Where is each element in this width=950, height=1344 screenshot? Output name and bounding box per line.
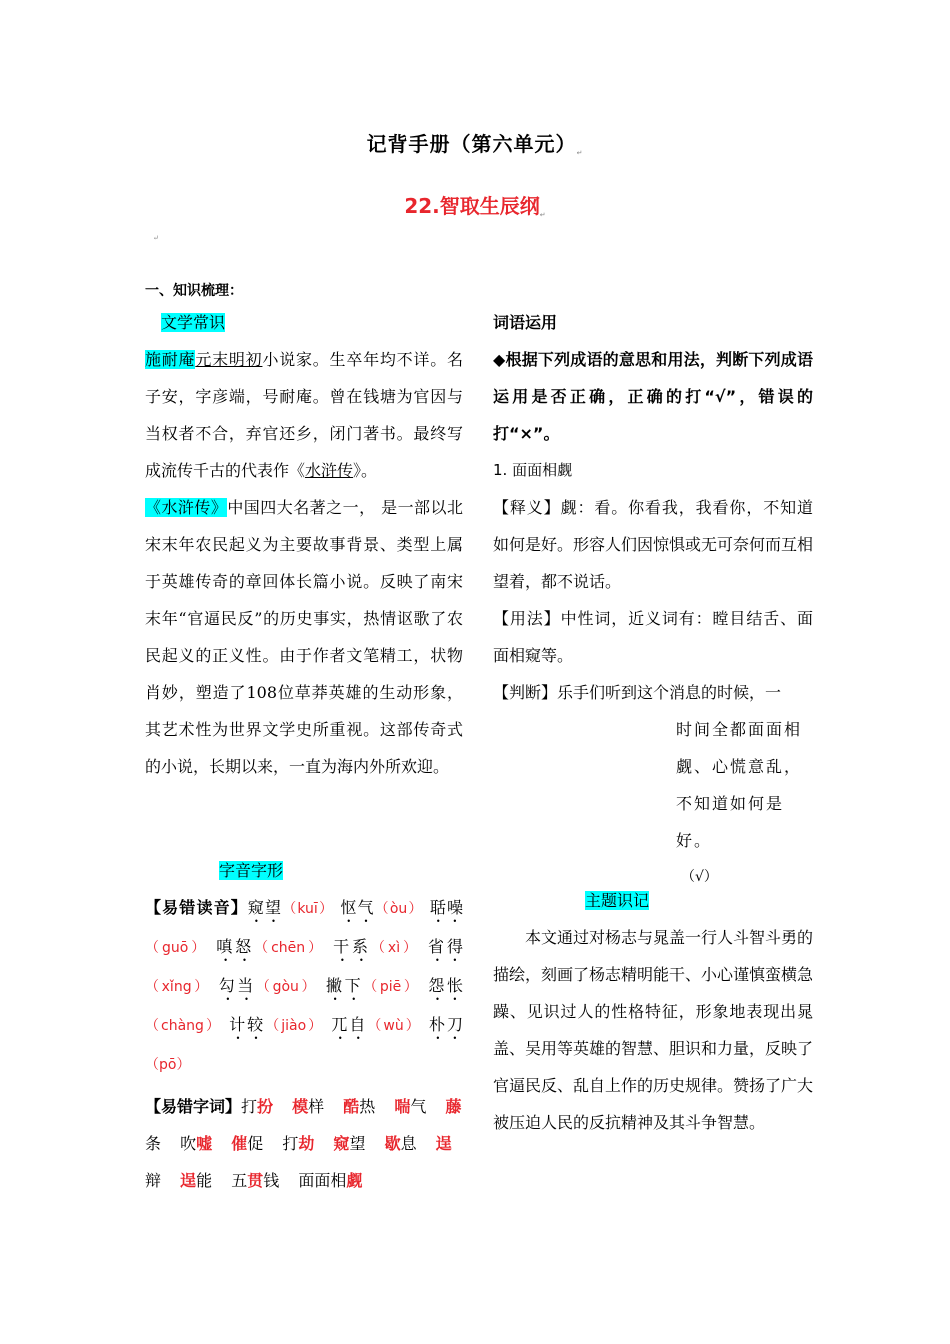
idiom-meaning: 【释义】觑：看。你看我，我看你，不知道如何是好。形容人们因惊惧或无可奈何而互相望着，都不说话。	[493, 498, 814, 591]
reading-word: 计较	[229, 1015, 266, 1034]
vocab-instruction: ◆根据下列成语的意思和用法，判断下列成语运用是否正确，正确的打“√”，错误的打“×”。	[493, 350, 813, 443]
reading-item	[333, 937, 428, 956]
writing-word: 喘气	[394, 1097, 427, 1116]
pronunciation-label: 字音字形	[219, 861, 284, 880]
idiom-title: 1. 面面相觑	[493, 461, 573, 479]
pinyin: （piē）	[363, 979, 421, 995]
reading-item	[340, 898, 429, 917]
reading-word: 勾当	[218, 976, 256, 995]
reading-word: 窥望	[247, 898, 283, 917]
reading-item	[248, 898, 340, 917]
reading-item	[229, 1015, 331, 1034]
writing-word: 藤条	[145, 1097, 462, 1153]
judge-answer: （√）	[681, 869, 718, 885]
vocab-heading: 词语运用	[493, 313, 558, 332]
pronunciation-block	[145, 852, 463, 1199]
writing-word: 模样	[292, 1097, 325, 1116]
writing-word: 打扮	[241, 1097, 274, 1116]
writing-word: 窥望	[333, 1134, 366, 1153]
writing-word: 逞能	[180, 1171, 213, 1190]
theme-label: 主题识记	[585, 891, 650, 910]
book-title: 水浒传	[305, 461, 354, 480]
writing-word: 逞辩	[145, 1134, 452, 1190]
reading-item	[331, 1015, 429, 1034]
vocab-block	[493, 304, 813, 896]
reading-word: 撇下	[325, 976, 364, 995]
reading-word: 省得	[428, 937, 463, 956]
writing-word: 催促	[231, 1134, 264, 1153]
book-highlight: 《水浒传》	[145, 498, 228, 517]
pinyin: （òu）	[374, 901, 424, 917]
section-heading: 一、知识梳理：	[145, 283, 243, 299]
theme-block	[493, 882, 813, 1141]
writing-word: 吹嘘	[180, 1134, 213, 1153]
pinyin: （guō）	[145, 940, 209, 956]
literature-label: 文学常识	[161, 313, 226, 332]
reading-word: 嗔怒	[216, 937, 255, 956]
author-era: 元末明初	[195, 350, 263, 369]
reading-word: 兀自	[331, 1015, 368, 1034]
reading-word: 怨怅	[428, 976, 463, 995]
reading-word: 朴刀	[428, 1015, 463, 1034]
pinyin: （xì）	[370, 940, 420, 956]
reading-item	[219, 976, 326, 995]
reading-word: 怄气	[340, 898, 375, 917]
reading-item	[326, 976, 428, 995]
writing-word: 歇息	[384, 1134, 417, 1153]
reading-item	[216, 937, 333, 956]
writing-word: 面面相觑	[298, 1171, 363, 1190]
pinyin: （pō）	[145, 1057, 191, 1073]
writing-word: 打劫	[282, 1134, 315, 1153]
writing-word: 五贯钱	[231, 1171, 280, 1190]
judge-line-3: 不知道如何是好。	[676, 794, 785, 850]
author-paragraph: 施耐庵元末明初小说家。生卒年均不详。名子安，字彦端，号耐庵。曾在钱塘为官因与当权者不合，弃官还乡，闭门著书。最终写成流传千古的代表作《水浒传》。	[145, 350, 463, 480]
literature-block	[145, 304, 463, 785]
pinyin: （chēn）	[254, 940, 326, 956]
paragraph-mark: ↵	[153, 234, 159, 242]
judge-line-1: 时间全都面面相	[676, 720, 803, 739]
reading-list: 【易错读音】窥望（kuī） 怄气（òu） 聒噪（guō） 嗔怒（chēn） 干系（xì） 省得（xǐng） 勾当（gòu） 撇下（piē） 怨怅（chàng） 计较（jiào） 兀自（wù） 朴刀（pō）	[145, 898, 463, 1073]
theme-text: 本文通过对杨志与晁盖一行人斗智斗勇的描绘，刻画了杨志精明能干、小心谨慎蛮横急躁、见识过人的性格特征，形象地表现出晁盖、吴用等英雄的智慧、胆识和力量，反映了官逼民反、乱自上作的历史规律。赞扬了广大被压迫人民的反抗精神及其斗争智慧。	[493, 928, 814, 1132]
writing-list: 【易错字词】打扮 模样 酷热 喘气 藤条 吹嘘 催促 打劫 窥望 歇息 逞辩 逞能 五贯钱 面面相觑	[145, 1097, 462, 1190]
judge-line-2: 觑、心慌意乱，	[676, 757, 803, 776]
author-name: 施耐庵	[145, 350, 196, 369]
pinyin: （kuī）	[282, 901, 335, 917]
lesson-title: 22.智取生辰纲↵	[404, 194, 546, 219]
writing-word: 酷热	[343, 1097, 376, 1116]
pinyin: （wù）	[367, 1018, 422, 1034]
idiom-judge: 【判断】乐手们听到这个消息的时候，一	[493, 683, 782, 702]
page-title: 记背手册（第六单元）↵	[366, 132, 584, 157]
pinyin: （gòu）	[255, 979, 319, 995]
reading-word: 干系	[333, 937, 371, 956]
idiom-usage: 【用法】中性词，近义词有：瞠目结舌、面面相窥等。	[493, 609, 813, 665]
book-paragraph: 《水浒传》中国四大名著之一， 是一部以北宋末年农民起义为主要故事背景、类型上属于英雄传奇的章回体长篇小说。反映了南宋末年“官逼民反”的历史事实，热情讴歌了农民起义的正义性。由于作者文笔精工，状物肖妙，塑造了108位草莽英雄的生动形象，其艺术性为世界文学史所重视。这部传奇式的小说，长期以来，一直为海内外所欢迎。	[145, 498, 463, 776]
pinyin: （jiào）	[265, 1018, 325, 1034]
reading-word: 聒噪	[429, 898, 463, 917]
pinyin: （xǐng）	[145, 979, 211, 995]
pinyin: （chàng）	[145, 1018, 222, 1034]
